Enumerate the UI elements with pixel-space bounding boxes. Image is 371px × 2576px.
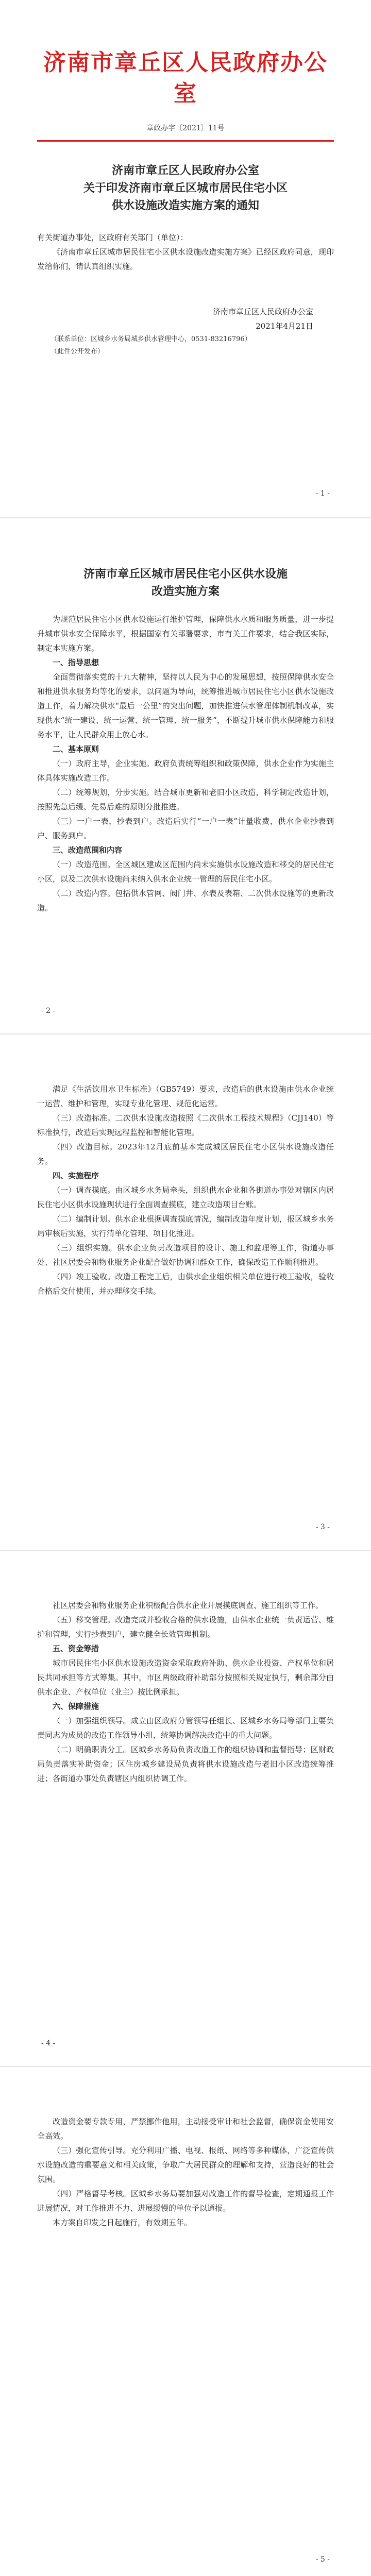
paragraph: （三）改造标准。二次供水设施改造按照《二次供水工程技术规程》（CJJ140）等标准执行，改造后实现远程监控和智能化管理。 bbox=[37, 1113, 334, 1137]
salutation: 有关街道办事处，区政府有关部门（单位）： bbox=[37, 233, 188, 242]
section-heading: 四、实施程序 bbox=[53, 1171, 99, 1180]
paragraph: （二）改造内容。包括供水管网、阀门井、水表及表箱、二次供水设施等的更新改造。 bbox=[37, 889, 334, 912]
paragraph: （四）竣工验收。改造工程完工后，由供水企业组织相关单位进行竣工验收，验收合格后交付使用，并办理移交手续。 bbox=[37, 1272, 334, 1296]
page-1 bbox=[0, 0, 371, 517]
paragraph: 为规范居民住宅小区供水设施运行维护管理，保障供水水质和服务质量，进一步提升城市供水安全保障水平，根据国家有关部署要求，市有关工作要求，结合我区实际，制定本实施方案。 bbox=[37, 615, 334, 653]
paragraph: （五）移交管理。改造完成并验收合格的供水设施，由供水企业统一负责运营、维护和管理，实行抄表到户，建立健全长效管理机制。 bbox=[37, 1615, 334, 1639]
page-3 bbox=[0, 1035, 371, 1550]
page-number: - 1 - bbox=[315, 489, 330, 498]
section-heading: 二、基本原则 bbox=[53, 744, 99, 754]
section-heading: 六、保障措施 bbox=[53, 1702, 99, 1711]
paragraph: 全面贯彻落实党的十九大精神，坚持以人民为中心的发展思想，按照保障供水安全和推进供水服务均等化的要求，以问题为导向，统筹推进城市居民住宅小区供水设施改造工作，着力解决供水“最后一公里”的突出问题，加快推进供水管理体制机制改革，实现供水“统一建设、统一运营、统一管理、统一服务”，不断提升城市供水保障能力和服务水平，让人民群众用上放心水。 bbox=[37, 672, 334, 739]
notice-body: 《济南市章丘区城市居民住宅小区供水设施改造实施方案》已经区政府同意，现印发给你们，请认真组织实施。 bbox=[37, 247, 334, 271]
page-number: - 2 - bbox=[41, 1007, 56, 1015]
page-4 bbox=[0, 1551, 371, 2066]
paragraph: 改造资金要专款专用，严禁挪作他用，主动接受审计和社会监督，确保资金使用安全高效。 bbox=[37, 2117, 334, 2141]
notice-title-line-2: 关于印发济南市章丘区城市居民住宅小区 bbox=[83, 182, 288, 195]
plan-title-line-1: 济南市章丘区城市居民住宅小区供水设施 bbox=[83, 568, 288, 581]
section-heading: 三、改造范围和内容 bbox=[53, 845, 123, 855]
masthead: 济南市章丘区人民政府办公室 bbox=[43, 49, 328, 107]
paragraph: （三）强化宣传引导。充分利用广播、电视、报纸、网络等多种媒体，广泛宣传供水设施改造的重要意义和相关政策，争取广大居民群众的理解和支持，营造良好的社会氛围。 bbox=[37, 2146, 334, 2184]
paragraph: 社区居委会和物业服务企业积极配合供水企业开展摸底调查、施工组织等工作。 bbox=[53, 1601, 324, 1610]
sign-org: 济南市章丘区人民政府办公室 bbox=[212, 307, 313, 316]
page-2 bbox=[0, 518, 371, 1033]
paragraph: （三）一户一表，抄表到户。改造后实行“一户一表”计量收费，供水企业抄表到户、服务到户。 bbox=[37, 817, 334, 840]
paragraph: （一）加强组织领导。成立由区政府分管领导任组长、区城乡水务局等部门主要负责同志为成员的改造工作领导小组，统筹协调解决改造中的重大问题。 bbox=[37, 1716, 334, 1740]
sign-date: 2021年4月21日 bbox=[256, 321, 313, 331]
notice-title-line-3: 供水设施改造实施方案的通知 bbox=[111, 199, 259, 212]
paragraph: （四）改造目标。2023年12月底前基本完成城区居民住宅小区供水设施改造任务。 bbox=[37, 1142, 334, 1166]
contact-note: （联系单位：区城乡水务局城乡供水管理中心，0531-83216796） bbox=[50, 335, 251, 343]
paragraph: 本方案自印发之日起施行，有效期五年。 bbox=[53, 2218, 192, 2227]
page-number: - 4 - bbox=[41, 2039, 56, 2047]
public-note: （此件公开发布） bbox=[50, 348, 105, 355]
paragraph: （二）统筹规划，分步实施。结合城市更新和老旧小区改造，科学制定改造计划，按照先急后缓、先易后难的原则分批推进。 bbox=[37, 788, 334, 811]
paragraph: （二）编制计划。供水企业根据调查摸底情况，编制改造年度计划，报区城乡水务局审核后实施，实行清单化管理、项目化推进。 bbox=[37, 1214, 334, 1238]
paragraph: （一）改造范围。全区城区建成区范围内尚未实施供水设施改造和移交的居民住宅小区，以及二次供水设施尚未纳入供水企业统一管理的居民住宅小区。 bbox=[37, 860, 334, 884]
page-number: - 5 - bbox=[315, 2555, 330, 2564]
doc-number: 章政办字〔2021〕11号 bbox=[146, 124, 225, 132]
section-heading: 一、指导思想 bbox=[53, 658, 99, 667]
paragraph: （二）明确职责分工。区城乡水务局负责改造工作的组织协调和监督指导；区财政局负责落实补助资金；区住房城乡建设局负责将供水设施改造与老旧小区改造统筹推进；各街道办事处负责辖区内组织协调工作。 bbox=[37, 1745, 334, 1783]
section-heading: 五、资金筹措 bbox=[53, 1644, 99, 1653]
paragraph: （一）调查摸底。由区城乡水务局牵头，组织供水企业和各街道办事处对辖区内居民住宅小区供水设施现状进行全面调查摸底，建立改造项目台账。 bbox=[37, 1185, 334, 1209]
notice-title-line-1: 济南市章丘区人民政府办公室 bbox=[111, 164, 259, 177]
page-number: - 3 - bbox=[315, 1523, 330, 1531]
paragraph: （一）政府主导，企业实施。政府负责统筹组织和政策保障，供水企业作为实施主体具体实施改造工作。 bbox=[37, 759, 334, 783]
plan-title-line-2: 改造实施方案 bbox=[151, 585, 220, 598]
paragraph: （三）组织实施。供水企业负责改造项目的设计、施工和监理等工作，街道办事处、社区居委会和物业服务企业配合做好协调和群众工作，确保改造工作顺利推进。 bbox=[37, 1243, 334, 1267]
paragraph: 城市居民住宅小区供水设施改造资金采取政府补助、供水企业投资、产权单位和居民共同承担等方式筹集。其中，市区两级政府补助部分按照相关规定执行，剩余部分由供水企业、产权单位（业主）按比例承担。 bbox=[37, 1658, 334, 1697]
paragraph: （四）严格督导考核。区城乡水务局要加强对改造工作的督导检查，定期通报工作进展情况，对工作推进不力、进展缓慢的单位予以通报。 bbox=[37, 2189, 334, 2213]
paragraph: 满足《生活饮用水卫生标准》（GB5749）要求，改造后的供水设施由供水企业统一运营、维护和管理，实现专业化管理、规范化运营。 bbox=[37, 1084, 334, 1108]
page-5 bbox=[0, 2067, 371, 2576]
